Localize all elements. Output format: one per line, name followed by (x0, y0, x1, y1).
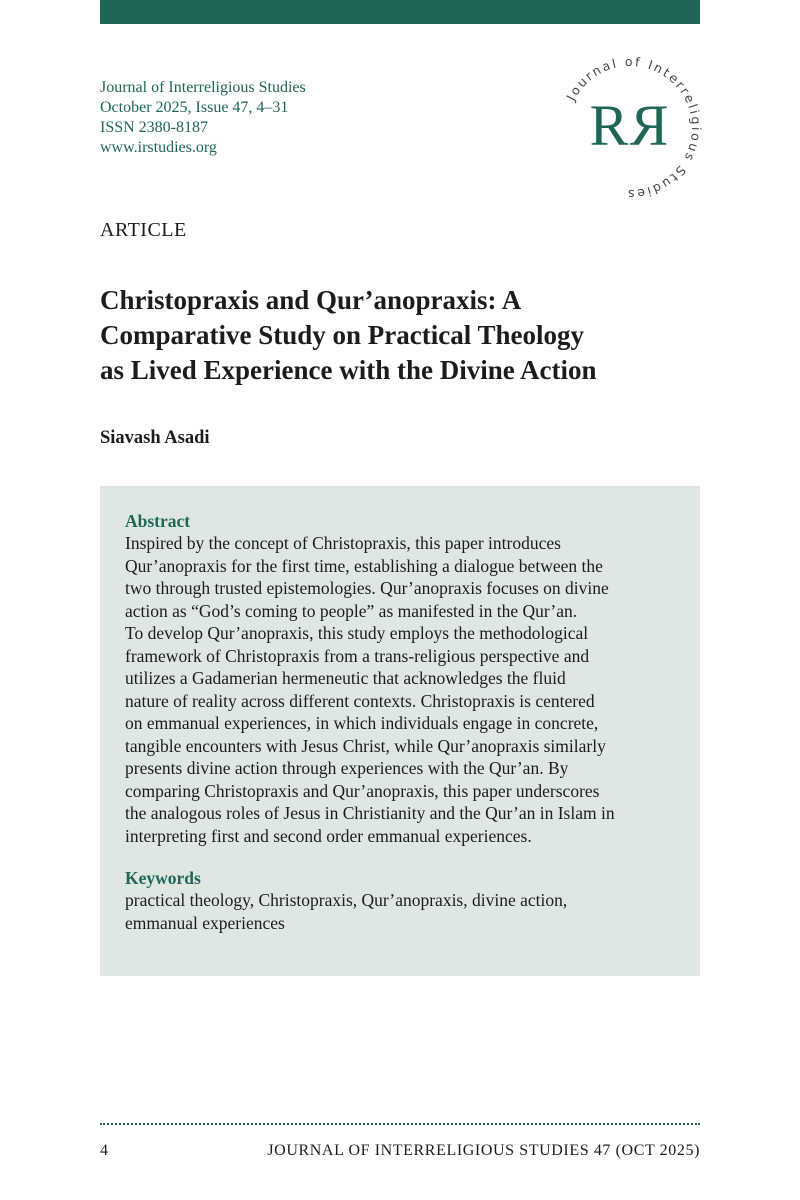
top-color-bar (100, 0, 700, 24)
abstract-line: action as “God’s coming to people” as manifested in the Qur’an. (125, 600, 578, 621)
abstract-line: To develop Qur’anopraxis, this study employs the methodological (125, 623, 589, 643)
keywords-line: emmanual experiences (125, 912, 285, 933)
abstract-line: on emmanual experiences, in which individuals engage in concrete, (125, 713, 599, 733)
abstract-line: tangible encounters with Jesus Christ, while Qur’anopraxis similarly (125, 735, 606, 756)
keywords-line: practical theology, Christopraxis, Qur’anopraxis, divine action, (125, 890, 568, 910)
footer-divider (100, 1123, 700, 1125)
abstract-line: Inspired by the concept of Christopraxis, this paper introduces (125, 533, 561, 553)
abstract-line: the analogous roles of Jesus in Christianity and the Qur’an in Islam in (125, 803, 615, 823)
logo-monogram (590, 93, 669, 158)
keywords-text (125, 889, 685, 934)
svg-text:R: R (629, 93, 669, 158)
journal-name: Journal of Interreligious Studies (100, 79, 306, 96)
title-line: Comparative Study on Practical Theology (100, 320, 584, 350)
abstract-line: framework of Christopraxis from a trans-religious perspective and (125, 645, 590, 666)
abstract-text (125, 532, 685, 847)
abstract-line: interpreting first and second order emmanual experiences. (125, 825, 532, 846)
article-title (100, 283, 720, 388)
journal-website[interactable]: www.irstudies.org (100, 139, 217, 156)
abstract-line: utilizes a Gadamerian hermeneutic that acknowledges the fluid (125, 668, 566, 688)
abstract-line: Qur’anopraxis for the first time, establishing a dialogue between the (125, 555, 603, 576)
author-name: Siavash Asadi (100, 428, 210, 448)
page-number: 4 (100, 1142, 108, 1159)
abstract-box (100, 486, 700, 976)
journal-issn: ISSN 2380-8187 (100, 119, 209, 136)
journal-logo-icon (555, 53, 705, 203)
article-type-label: ARTICLE (100, 219, 187, 241)
abstract-heading: Abstract (125, 511, 191, 531)
abstract-line: presents divine action through experiences with the Qur’an. By (125, 758, 569, 778)
title-line: Christopraxis and Qur’anopraxis: A (100, 285, 522, 315)
keywords-heading: Keywords (125, 868, 201, 888)
logo-ring-text: Journal of Interreligious Studies (563, 53, 705, 203)
title-line: as Lived Experience with the Divine Action (100, 355, 597, 385)
svg-text:R: R (589, 93, 629, 158)
journal-info (100, 78, 306, 158)
abstract-line: nature of reality across different contexts. Christopraxis is centered (125, 690, 595, 711)
running-head: JOURNAL OF INTERRELIGIOUS STUDIES 47 (OCT 2025) (267, 1142, 700, 1159)
abstract-line: comparing Christopraxis and Qur’anopraxis, this paper underscores (125, 780, 600, 801)
abstract-line: two through trusted epistemologies. Qur’anopraxis focuses on divine (125, 578, 609, 598)
journal-issue: October 2025, Issue 47, 4–31 (100, 99, 289, 116)
